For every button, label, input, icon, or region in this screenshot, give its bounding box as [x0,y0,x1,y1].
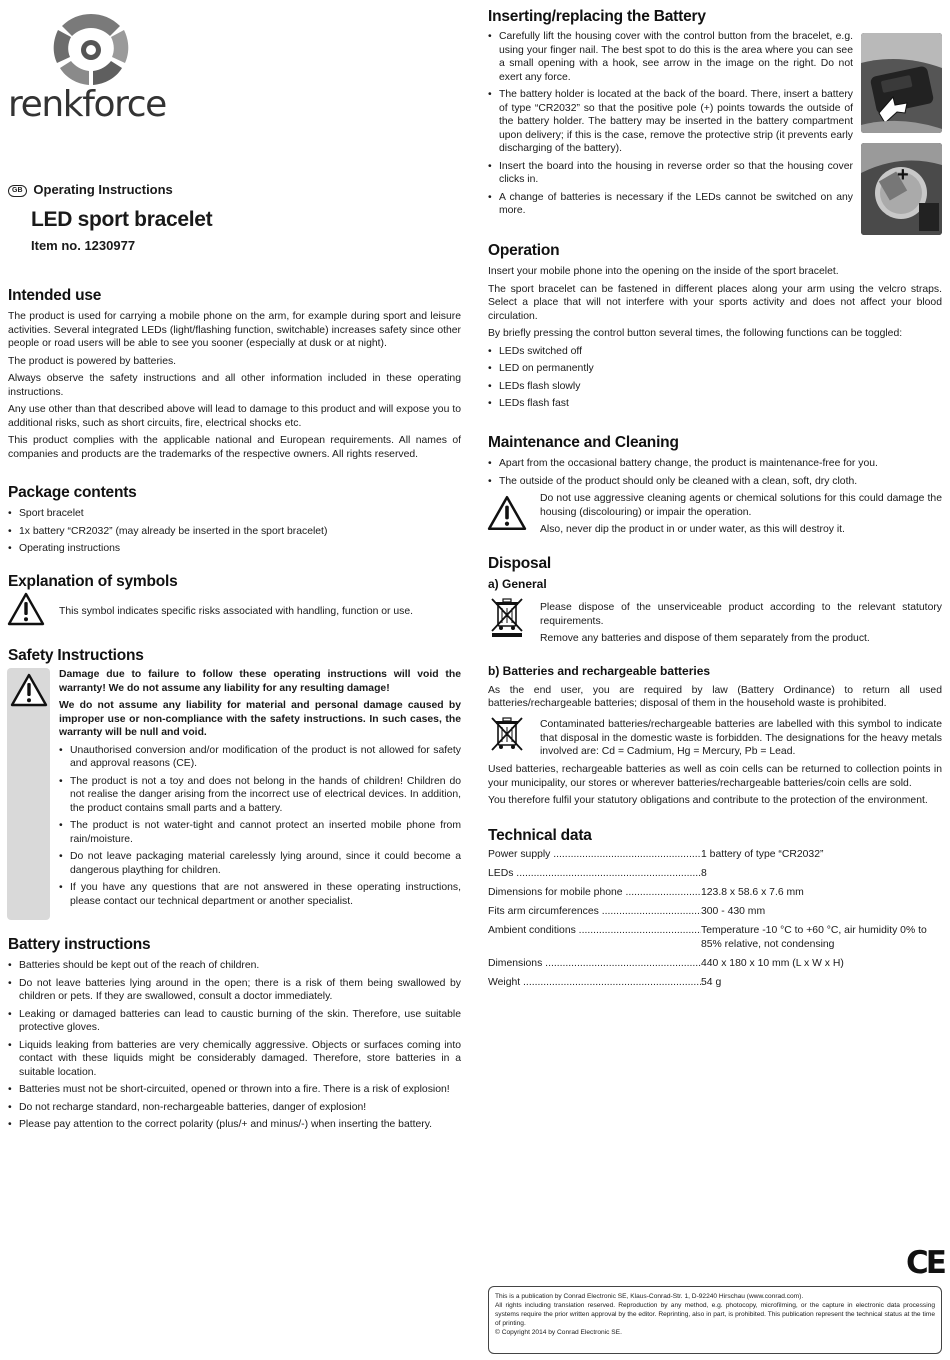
brand-name: renkforce [8,84,166,125]
page-title: LED sport bracelet [31,208,213,231]
tech-label: Dimensions ..... [488,957,701,971]
tech-value: 440 x 180 x 10 mm (L x W x H) [701,958,844,969]
list-item: • The product is not a toy and does not belong in the hands of children! Children do not realise the danger arising from the incorrect use of electrical devices. In addition, the product contains small parts and a battery. [59,775,461,816]
table-row [488,848,942,862]
disposal-general-text [540,601,942,646]
operation-heading: Operation [488,242,560,259]
battery-instructions-heading: Battery instructions [8,936,151,953]
list-item: • LEDs switched off [488,345,942,359]
operation-section [488,241,942,411]
footer-line: This is a publication by Conrad Electronic SE, Klaus-Conrad-Str. 1, D-92240 Hirschau (www.conrad.com). [495,1293,804,1300]
list-item: • Unauthorised conversion and/or modification of the product is not allowed for safety and approval reasons (CE). [59,744,461,771]
intended-use-paragraph: Always observe the safety instructions and all other information included in these operating instructions. [8,373,461,398]
list-item: • Leaking or damaged batteries can lead to caustic burning of the skin. Therefore, use suitable protective gloves. [8,1008,461,1035]
symbols-heading: Explanation of symbols [8,573,178,590]
disposal-batteries-section [488,664,942,711]
list-item: • The outside of the product should only be cleaned with a clean, soft, dry cloth. [488,475,942,489]
table-row [488,924,942,951]
disposal-batteries-paragraph: As the end user, you are required by law (Battery Ordinance) to return all used batteries/rechargeable batteries; disposal of them in the household waste is prohibited. [488,684,942,710]
table-row [488,957,942,971]
inserting-heading: Inserting/replacing the Battery [488,8,706,25]
symbols-section [8,572,461,592]
technical-heading: Technical data [488,827,592,844]
footer-line: © Copyright 2014 by Conrad Electronic SE. [495,1328,622,1336]
table-row [488,886,942,900]
list-item: • The product is not water-tight and cannot protect an inserted mobile phone from rain/moisture. [59,819,461,846]
tech-label: Fits arm circumferences ..... [488,905,701,919]
disposal-heading: Disposal [488,555,552,572]
intended-use-paragraph: The product is used for carrying a mobile phone on the arm, for example during sport and leisure activities. Several integrated LEDs (light/flashing function, switchable) increases safety since other people or road users will be able to see you sooner (especially at dusk or at night). [8,311,461,350]
doc-type: Operating Instructions [33,182,173,197]
footer-line: All rights including translation reserved. Reproduction by any method, e.g. photocopy, microfilming, or the capture in electronic data processing systems require the prior written approval by the editor. Reprinting, also in part, is prohibited. This publication represent the technical status at the time of printing. [495,1301,935,1327]
inserting-heading-wrap [488,7,706,27]
disposal-batteries-paragraph: You therefore fulfil your statutory obligations and contribute to the protection of the environment. [488,795,928,807]
safety-liability-note: We do not assume any liability for material and personal damage caused by improper use or non-compliance with the safety instructions. In such cases, the warranty will be null and void. [59,700,461,739]
housing-cover-photo [861,33,942,133]
intended-use-paragraph: This product complies with the applicable national and European requirements. All names of companies and products are the trademarks of the respective owners. All rights reserved. [8,435,461,460]
list-item: • A change of batteries is necessary if the LEDs cannot be switched on any more. [488,191,853,218]
disposal-general-heading: a) General [488,577,547,592]
item-number: Item no. 1230977 [31,238,136,253]
disposal-batteries-more [488,763,942,808]
disposal-batteries-paragraph: Used batteries, rechargeable batteries as well as coin cells can be returned to collection points in your municipality, our stores or wherever batteries/rechargeable batteries/coin cells are sold. [488,764,942,789]
list-item: • The battery holder is located at the back of the board. There, insert a battery of type “CR2032” so that the positive pole (+) points towards the outside of the battery holder. The battery may be inserted in the battery compartment upon delivery; if this is the case, remove the protective strip (it prevents early discharging of the battery). [488,88,853,156]
tech-value: Temperature -10 °C to +60 °C, air humidity 0% to 85% relative, not condensing [701,925,927,950]
package-contents-section [8,483,461,556]
tech-label: LEDs ..... [488,867,701,881]
maintenance-heading: Maintenance and Cleaning [488,434,679,451]
table-row [488,976,942,990]
list-item: • Do not leave packaging material carelessly lying around, since it could become a dangerous plaything for children. [59,850,461,877]
safety-warranty-note: Damage due to failure to follow these operating instructions will void the warranty! We do not assume any liability for any resulting damage! [59,669,461,694]
disposal-general-paragraph: Please dispose of the unserviceable product according to the relevant statutory requirements. [540,602,942,627]
list-item: • Batteries should be kept out of the reach of children. [8,959,461,973]
intended-use-section [8,286,461,461]
maintenance-warning: Also, never dip the product in or under water, as this will destroy it. [540,524,845,536]
battery-holder-photo [861,143,942,235]
disposal-general-paragraph: Remove any batteries and dispose of them separately from the product. [540,633,870,645]
warning-triangle-icon [7,592,45,626]
list-item: • Liquids leaking from batteries are very chemically aggressive. Objects or surfaces coming into contact with these liquids might be considerably damaged. Therefore, store batteries in a suitable location. [8,1039,461,1080]
list-item: • Sport bracelet [8,507,461,521]
safety-content [59,668,461,908]
tech-value: 8 [701,868,707,879]
disposal-batteries-paragraph: Contaminated batteries/rechargeable batteries are labelled with this symbol to indicate that disposal in the domestic waste is forbidden. The designations for the heavy metals involved are: Cd = Cadmium, Hg = Mercury, Pb = Lead. [540,719,942,758]
table-row [488,905,942,919]
warning-triangle-icon [10,673,48,707]
list-item: • Operating instructions [8,542,461,556]
disposal-batteries-heading: b) Batteries and rechargeable batteries [488,664,711,678]
maintenance-warnings [540,492,942,537]
tech-value: 54 g [701,977,722,988]
ce-mark-icon: CE [906,1245,944,1281]
disposal-heading-wrap [488,554,942,593]
list-item: • If you have any questions that are not answered in these operating instructions, please contact our technical department or another specialist. [59,881,461,908]
list-item: • LED on permanently [488,362,942,376]
intended-use-paragraph: The product is powered by batteries. [8,355,177,367]
inserting-section [488,26,853,218]
plus-pole-label: + [897,164,909,186]
warning-triangle-icon [487,495,527,531]
list-item: • LEDs flash fast [488,397,942,411]
operation-paragraph: The sport bracelet can be fastened in different places along your arm using the velcro straps. Select a place that will not interfere with your sports activity and does not affect your blood circulation. [488,283,942,322]
battery-instructions-section [8,935,461,1132]
symbol-description: This symbol indicates specific risks associated with handling, function or use. [59,606,414,617]
tech-label: Power supply ..... [488,848,701,862]
brand-logo [50,8,132,88]
package-contents-heading: Package contents [8,484,137,501]
list-item: • Insert the board into the housing in reverse order so that the housing cover clicks in. [488,160,853,187]
tech-value: 300 - 430 mm [701,906,766,917]
list-item: • Batteries must not be short-circuited, opened or thrown into a fire. There is a risk of explosion! [8,1083,461,1097]
table-row [488,867,942,881]
renkforce-star-icon [50,8,132,88]
operation-paragraph: By briefly pressing the control button several times, the following functions can be toggled: [488,328,903,340]
list-item: • Apart from the occasional battery change, the product is maintenance-free for you. [488,457,942,471]
operation-paragraph: Insert your mobile phone into the opening on the inside of the sport bracelet. [488,266,839,278]
publication-footer [488,1286,942,1354]
safety-section-heading-wrap [8,646,144,666]
safety-heading: Safety Instructions [8,647,144,664]
intended-use-paragraph: Any use other than that described above will lead to damage to this product and will expose you to additional risks, such as short circuits, fire, electrical shocks etc. [8,404,461,429]
technical-table [488,848,942,998]
tech-label: Dimensions for mobile phone ..... [488,886,701,900]
tech-value: 123.8 x 58.6 x 7.6 mm [701,887,804,898]
list-item: • Carefully lift the housing cover with the control button from the bracelet, e.g. using your finger nail. The best spot to do this is the area where you can see a small opening with a hook, see arrow in the image on the right. Do not exert any force. [488,30,853,84]
intended-use-heading: Intended use [8,287,102,304]
list-item: • Do not leave batteries lying around in the open; there is a risk of them being swallowed by children or pets. If they are swallowed, consult a doctor immediately. [8,977,461,1004]
language-badge: GB [8,185,27,197]
tech-label: Ambient conditions ..... [488,924,701,951]
list-item: • LEDs flash slowly [488,380,942,394]
list-item: • Please pay attention to the correct polarity (plus/+ and minus/-) when inserting the battery. [8,1118,461,1132]
maintenance-warning: Do not use aggressive cleaning agents or chemical solutions for this could damage the housing (discolouring) or impair the operation. [540,493,942,518]
technical-heading-wrap [488,826,592,846]
maintenance-section [488,433,942,488]
crossed-bin-icon [489,597,525,637]
list-item: • Do not recharge standard, non-rechargeable batteries, danger of explosion! [8,1101,461,1115]
doc-type-row [8,182,173,199]
crossed-bin-icon [489,716,525,752]
list-item: • 1x battery “CR2032” (may already be inserted in the sport bracelet) [8,525,461,539]
tech-label: Weight ..... [488,976,701,990]
tech-value: 1 battery of type “CR2032” [701,849,824,860]
